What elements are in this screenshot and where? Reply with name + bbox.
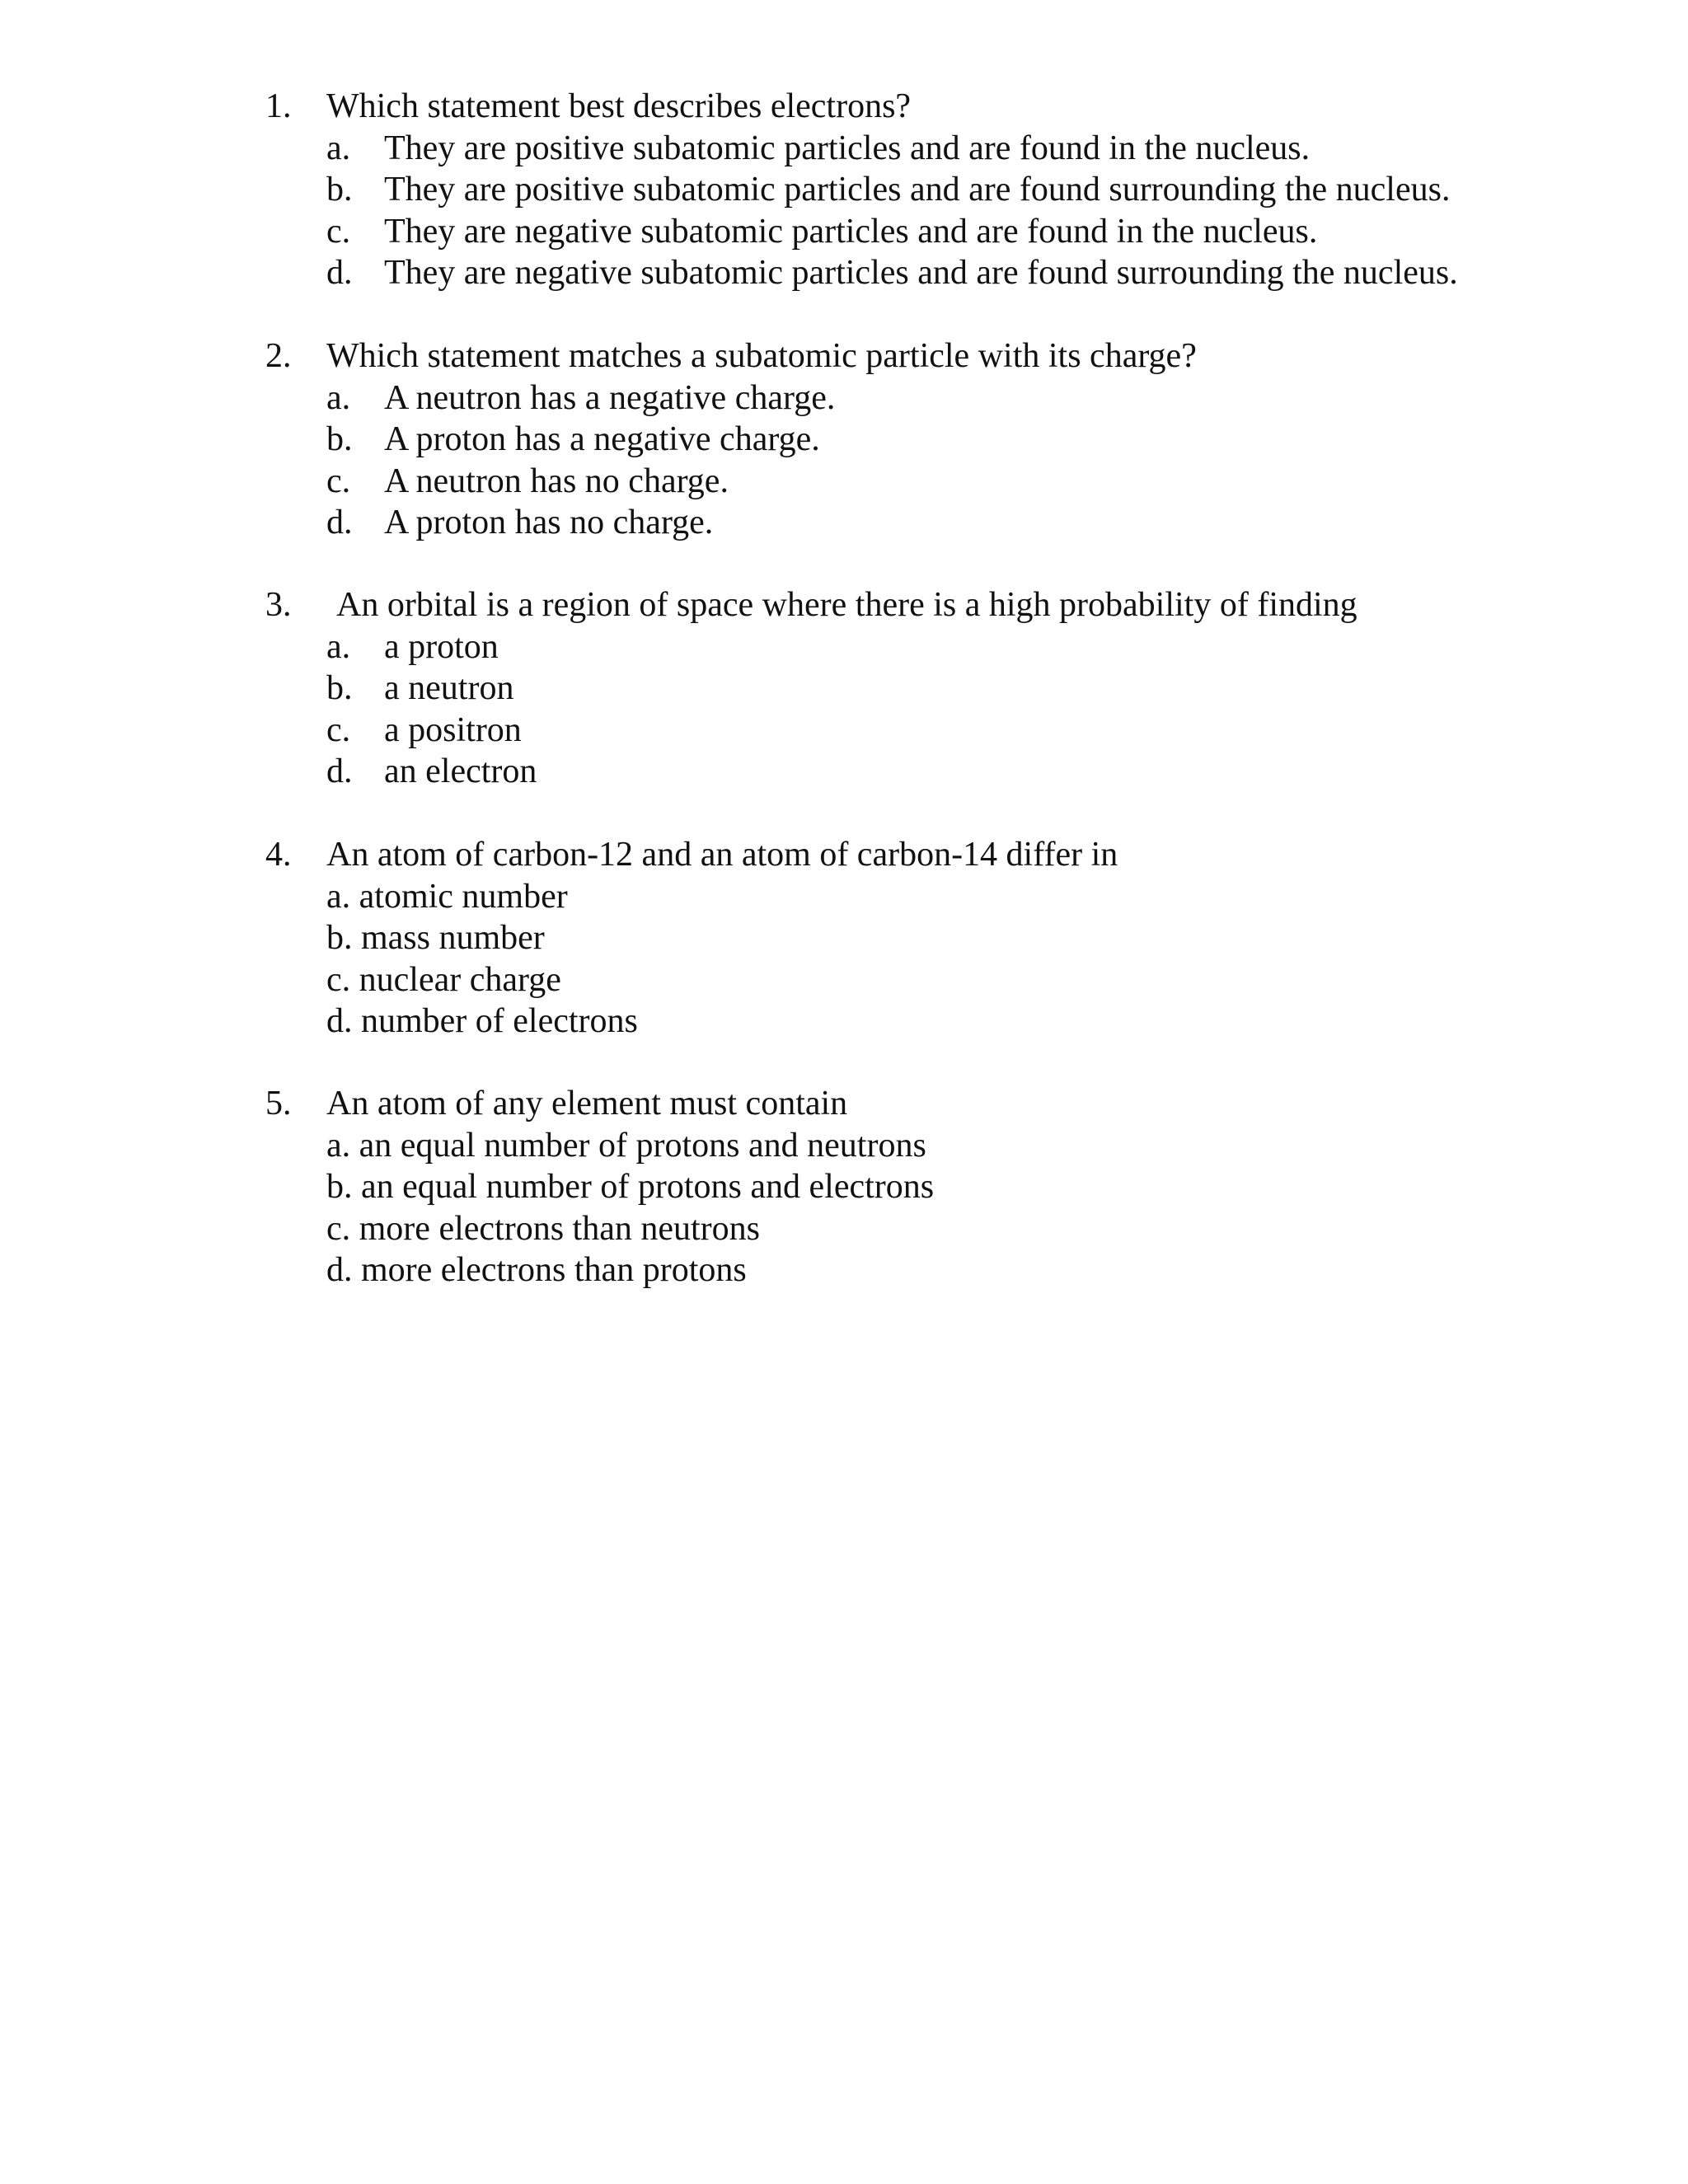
option-text: b. mass number [326, 919, 545, 957]
option-text: They are negative subatomic particles and are found in the nucleus. [384, 212, 1318, 251]
answer-option-d [265, 502, 1584, 544]
option-letter: c. [326, 462, 351, 500]
option-text: d. more electrons than protons [326, 1251, 747, 1289]
option-text: c. more electrons than neutrons [326, 1209, 760, 1248]
answer-option-b [265, 419, 1584, 461]
answer-option-c [265, 461, 1584, 503]
question-stem-row [265, 335, 1584, 377]
question-number: 4. [265, 836, 292, 874]
option-text: A proton has a negative charge. [384, 420, 820, 458]
question-number: 3. [265, 586, 292, 624]
answer-option-d [265, 1249, 1584, 1291]
answer-option-c [265, 959, 1584, 1001]
option-letter: d. [326, 752, 353, 790]
answer-option-b [265, 668, 1584, 710]
question-stem-row [265, 834, 1584, 876]
question-text: An atom of carbon-12 and an atom of carbon-14 differ in [326, 836, 1118, 874]
option-text: a neutron [384, 669, 514, 707]
question-5 [265, 1083, 1584, 1291]
option-text: A neutron has no charge. [384, 462, 729, 500]
option-text: A proton has no charge. [384, 504, 714, 541]
option-text: They are positive subatomic particles and are found surrounding the nucleus. [384, 171, 1451, 209]
answer-option-d [265, 751, 1584, 793]
answer-option-a [265, 128, 1584, 170]
answer-option-a [265, 377, 1584, 419]
question-text: An orbital is a region of space where there is a high probability of finding [336, 586, 1357, 624]
answer-option-c [265, 1208, 1584, 1250]
question-stem-row [265, 86, 1584, 128]
question-text: Which statement matches a subatomic particle with its charge? [326, 337, 1197, 375]
option-letter: a. [326, 129, 351, 167]
answer-option-b [265, 1166, 1584, 1208]
option-text: a positron [384, 710, 522, 749]
question-3 [265, 584, 1584, 793]
option-letter: a. [326, 627, 351, 666]
option-text: They are negative subatomic particles and are found surrounding the nucleus. [384, 254, 1458, 292]
question-number: 2. [265, 337, 292, 375]
option-text: a. an equal number of protons and neutrons [326, 1126, 926, 1165]
option-letter: a. [326, 378, 351, 417]
question-number: 5. [265, 1085, 292, 1122]
question-1 [265, 86, 1584, 294]
answer-option-a [265, 876, 1584, 918]
option-letter: c. [326, 710, 351, 749]
option-letter: d. [326, 254, 353, 292]
answer-option-c [265, 211, 1584, 253]
question-stem-row [265, 1083, 1584, 1125]
question-4 [265, 834, 1584, 1043]
option-text: a proton [384, 627, 499, 666]
option-letter: c. [326, 212, 351, 251]
question-2 [265, 335, 1584, 544]
option-text: c. nuclear charge [326, 960, 561, 999]
question-text: Which statement best describes electrons? [326, 87, 912, 125]
answer-option-b [265, 917, 1584, 959]
question-number: 1. [265, 87, 292, 125]
answer-option-c [265, 710, 1584, 752]
option-letter: b. [326, 171, 353, 209]
option-letter: d. [326, 504, 353, 541]
answer-option-d [265, 252, 1584, 294]
option-text: A neutron has a negative charge. [384, 378, 836, 417]
option-letter: b. [326, 669, 353, 707]
question-text: An atom of any element must contain [326, 1085, 848, 1122]
answer-option-a [265, 1125, 1584, 1167]
option-text: d. number of electrons [326, 1002, 638, 1040]
option-text: a. atomic number [326, 877, 568, 916]
option-text: They are positive subatomic particles and are found in the nucleus. [384, 129, 1311, 167]
question-stem-row [265, 584, 1584, 626]
option-letter: b. [326, 420, 353, 458]
answer-option-b [265, 169, 1584, 211]
answer-option-d [265, 1001, 1584, 1043]
answer-option-a [265, 626, 1584, 668]
option-text: an electron [384, 752, 537, 790]
option-text: b. an equal number of protons and electrons [326, 1168, 935, 1206]
